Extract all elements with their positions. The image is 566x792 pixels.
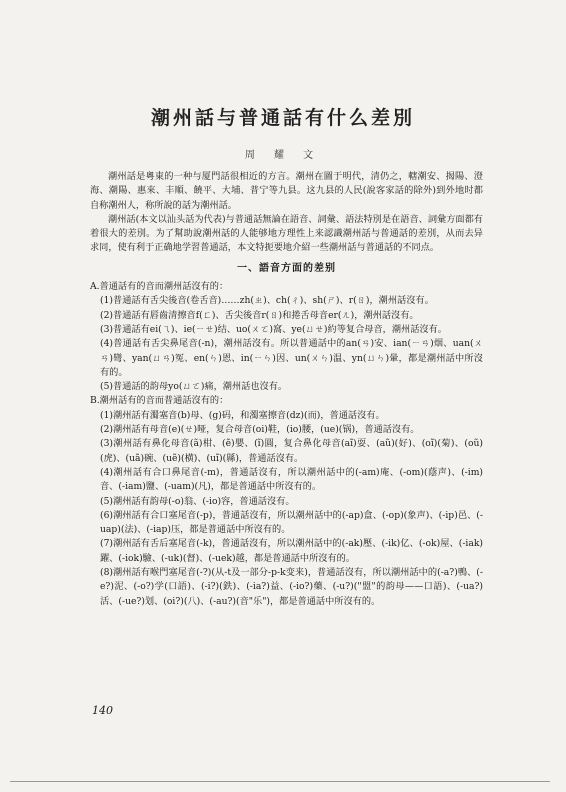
list-item: (1)普通話有舌尖後音(卷舌音)……zh(ㄓ)、ch(ㄔ)、sh(ㄕ)、r(ㄖ)，潮州話沒有。	[100, 295, 434, 307]
subsection-heading: B.潮州話有的音而普通話沒有的：	[90, 395, 229, 407]
article-body	[90, 170, 483, 609]
section-heading: 一、語音方面的差别	[237, 262, 336, 274]
list-item: (4)普通話有舌尖鼻尾音(-n)，潮州話沒有。所以普通話中的an(ㄢ)安、ian(ㄧㄢ)烟、uan(ㄨㄢ)彎、yan(ㄩㄢ)冤、en(ㄣ)恩、in(ㄧㄣ)因、un(ㄨㄣ)温、yn(ㄩㄣ)暈，都是潮州話中所沒有的。	[100, 338, 483, 378]
list-item: (4)潮州話有合口鼻尾音(-m)，普通話沒有，所以潮州話中的(-am)庵、(-om)(蔭声)、(-im)音、(-iam)鹽、(-uam)(凡)，都是普通話中所沒有的。	[100, 466, 483, 493]
list-item: (2)潮州話有母音(e)(ㄝ)哑，复合母音(oi)鞋，(io)腰，(ue)(锅)，普通話沒有。	[100, 424, 420, 436]
page-number: 140	[92, 704, 113, 717]
list-item: (2)普通話有唇齒清擦音f(ㄈ)、舌尖後音r(ㄖ)和捲舌母音er(ㄦ)，潮州話沒有。	[100, 309, 419, 321]
list-item: (7)潮州話有舌后塞尾音(-k)，普通話沒有，所以潮州話中的(-ak)壓、(-ik)亿、(-ok)屋、(-iak)躍、(-iok)驗、(-uk)(督)、(-uek)越，都是普通話中所沒有的。	[100, 538, 483, 564]
bottom-divider	[10, 781, 550, 782]
list-item: (6)潮州話有合口塞尾音(-p)，普通話沒有，所以潮州話中的(-ap)盒、(-op)(象声)、(-ip)邑、(-uap)(法)、(-iap)压，都是普通話中所沒有的。	[100, 509, 483, 536]
article-title: 潮州話与普通話有什么差別	[150, 107, 415, 129]
list-item: (3)普通話有ei(ㄟ)、ie(ㄧㄝ)结、uo(ㄨㄛ)窩、ye(ㄩㄝ)約等复合母音，潮州話沒有。	[100, 323, 447, 335]
list-item: (5)普通話的韵母yo(ㄩㄛ)痛，潮州話也沒有。	[100, 381, 288, 393]
list-item: (8)潮州話有喉門塞尾音(-?)(从-t及一部分-p-k变来)，普通話沒有，所以潮州話中的(-a?)鴨、(-e?)泥、(-o?)学(口語)、(-i?)(鉄)、(-ia?)益、(-io?)藥、(-u?)("盟"的韵母——口語)、(-ua?)活、(-ue?)划、(oi?)(八)、(-au?)(音"乐")，都是普通話中所沒有的。	[100, 567, 483, 607]
list-item: (1)潮州話有濁塞音(b)母、(g)码，和濁塞擦音(dz)(而)，普通話沒有。	[100, 409, 385, 421]
list-item: (5)潮州話有韵母(-o)翁、(-io)容，普通話沒有。	[100, 495, 295, 507]
author-name: 周 耀 文	[244, 150, 322, 161]
subsection-heading: A.普通話有的音而潮州話沒有的：	[90, 281, 229, 293]
list-item: (3)潮州話有鼻化母音(ã)柑、(ẽ)嬰、(ĩ)圓，复合鼻化母音(aĩ)耍、(aũ)(好)、(oĩ)(菊)、(oũ)(虎)、(uã)碗、(uẽ)(横)、(uĩ)(縣)，普通話沒有。	[100, 438, 483, 464]
intro-paragraph: 潮州話(本文以汕头話为代表)与普通話無論在語音、詞彙、語法特別是在語音、詞彙方面都有着很大的差別。为了幫助說潮州話的人能够地方理性上来認識潮州話与普通話的差別，从而去异求同，使有利于正确地学習普通話，本文特扼要地介紹一些潮州話与普通話的不同点。	[90, 213, 483, 254]
intro-paragraph: 潮州話是粵東的一种与厦門話很相近的方言。潮州在圖于明代，清仍之，轄潮安、揭陽、澄海、潮陽、惠來、丰順、饒平、大埔、普宁等九县。这九县的人民(說客家話的除外)到外地时都自称潮州人，称所說的話为潮州話。	[90, 171, 483, 211]
